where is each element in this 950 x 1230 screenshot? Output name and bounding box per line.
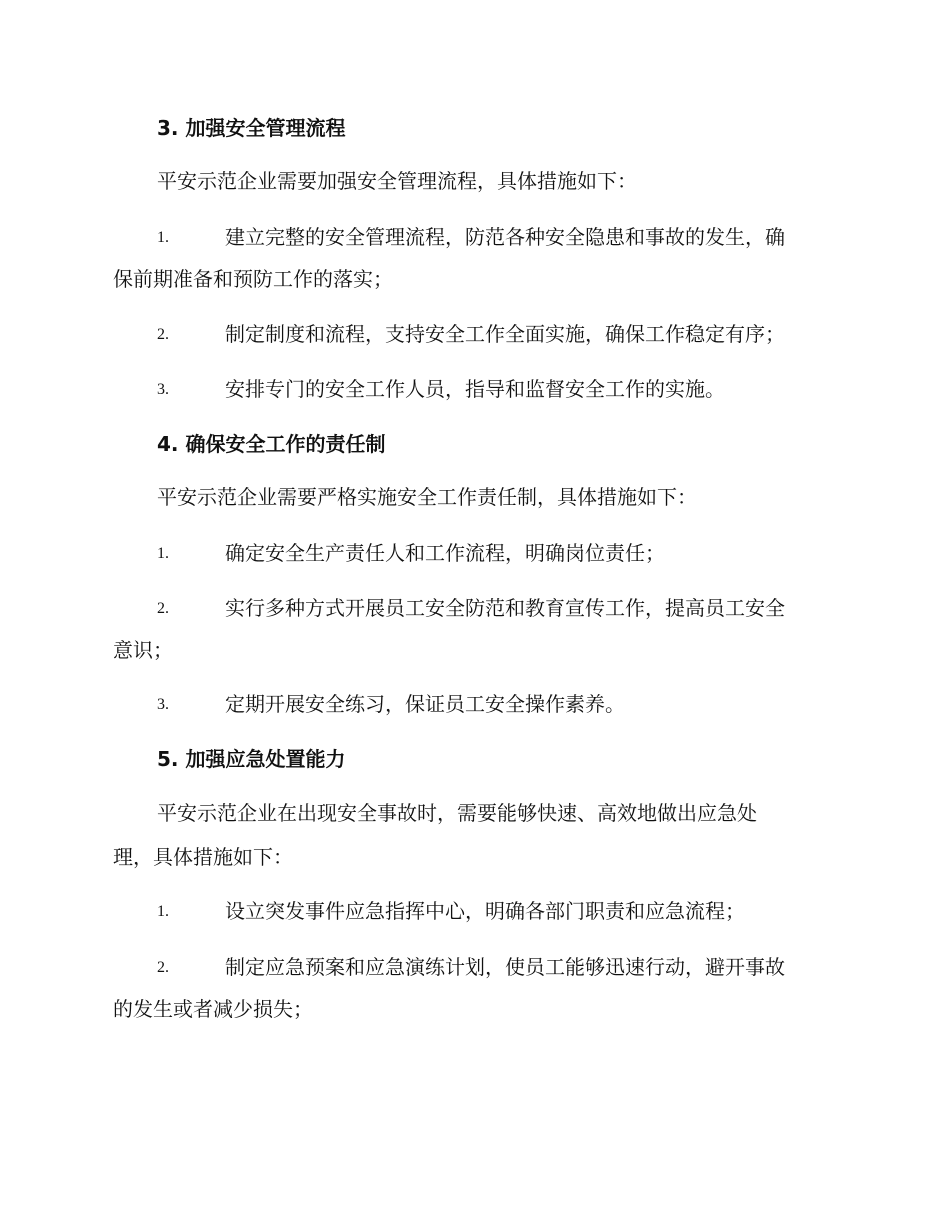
list-item-number: 2. [157,326,169,343]
section-intro: 平安示范企业需要加强安全管理流程，具体措施如下： [157,169,637,193]
list-item-number: 3. [157,381,169,398]
list-item-text: 安排专门的安全工作人员，指导和监督安全工作的实施。 [225,377,725,401]
section-intro: 平安示范企业在出现安全事故时，需要能够快速、高效地做出应急处 [157,801,757,825]
list-item-text: 实行多种方式开展员工安全防范和教育宣传工作，提高员工安全 [225,596,785,620]
list-item-text-continued: 的发生或者减少损失； [113,997,313,1021]
list-item-text-continued: 保前期准备和预防工作的落实； [113,267,393,291]
list-item-number: 3. [157,696,169,713]
list-item-number: 1. [157,229,169,246]
list-item-number: 2. [157,600,169,617]
list-item-text-continued: 意识； [113,638,173,662]
list-item-text: 建立完整的安全管理流程，防范各种安全隐患和事故的发生，确 [225,225,785,249]
list-item-text: 制定制度和流程，支持安全工作全面实施，确保工作稳定有序； [225,322,785,346]
section-intro: 平安示范企业需要严格实施安全工作责任制，具体措施如下： [157,485,697,509]
list-item-text: 制定应急预案和应急演练计划，使员工能够迅速行动，避开事故 [225,955,785,979]
list-item-number: 1. [157,545,169,562]
section-heading: 3. 加强安全管理流程 [157,116,346,140]
list-item-text: 设立突发事件应急指挥中心，明确各部门职责和应急流程； [225,899,745,923]
section-heading: 4. 确保安全工作的责任制 [157,432,386,456]
section-intro-continued: 理，具体措施如下： [113,845,293,869]
section-heading: 5. 加强应急处置能力 [157,747,346,771]
list-item-text: 定期开展安全练习，保证员工安全操作素养。 [225,692,625,716]
list-item-text: 确定安全生产责任人和工作流程，明确岗位责任； [225,541,665,565]
list-item-number: 2. [157,959,169,976]
list-item-number: 1. [157,903,169,920]
